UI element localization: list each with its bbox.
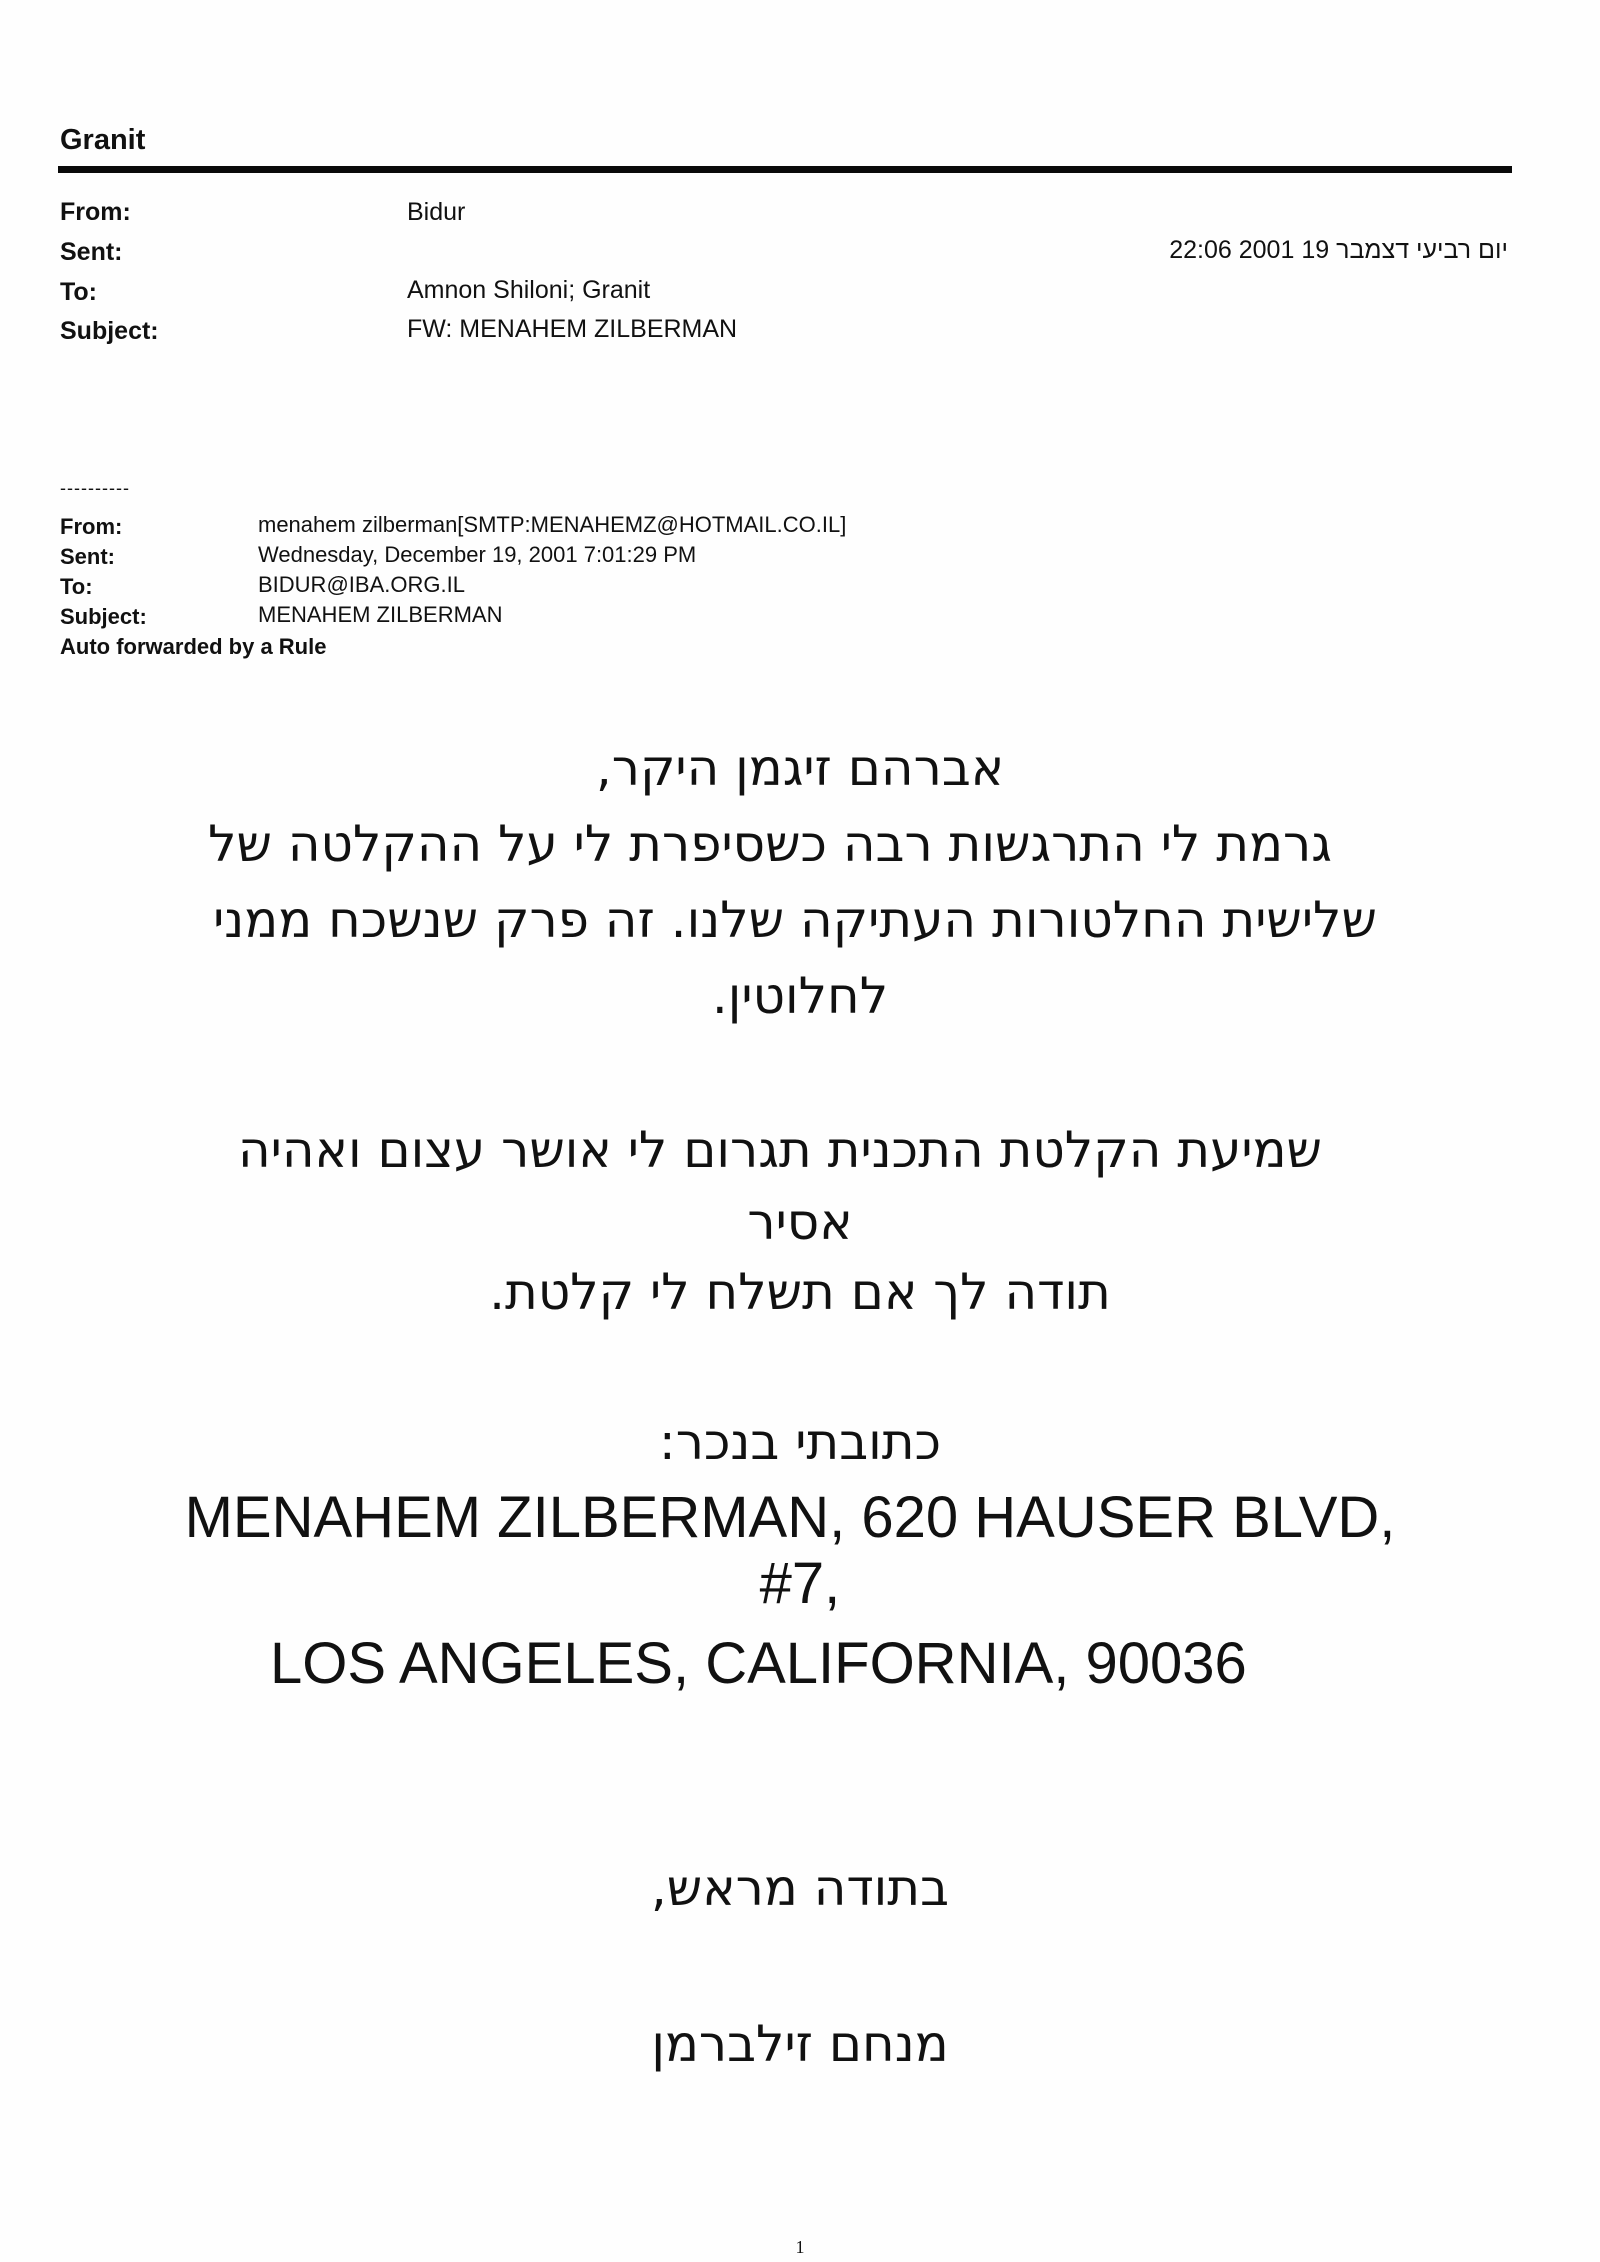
- fw-to-label: To:: [60, 574, 93, 599]
- letter-closing: בתודה מראש,: [650, 1859, 950, 1917]
- page-number: 1: [795, 2237, 805, 2257]
- sent-value: יום רביעי דצמבר 19 2001 22:06: [1169, 236, 1508, 264]
- fw-subject-label: Subject:: [60, 604, 147, 629]
- fw-subject-value: MENAHEM ZILBERMAN: [258, 602, 503, 627]
- mailbox-name: Granit: [60, 124, 146, 156]
- address-line3: LOS ANGELES, CALIFORNIA, 90036: [270, 1631, 1247, 1696]
- letter-signature: מנחם זילברמן: [651, 2015, 949, 2073]
- address-line1: MENAHEM ZILBERMAN, 620 HAUSER BLVD,: [184, 1485, 1396, 1550]
- fw-to-value: BIDUR@IBA.ORG.IL: [258, 572, 465, 597]
- letter-para2-line3: תודה לך אם תשלח לי קלטת.: [489, 1263, 1111, 1321]
- header-rule: [58, 166, 1512, 173]
- to-value: Amnon Shiloni; Granit: [407, 276, 651, 304]
- letter-para2-line2: אסיר: [747, 1193, 853, 1251]
- sent-label: Sent:: [60, 238, 123, 266]
- fw-sent-label: Sent:: [60, 544, 115, 569]
- letter-para1-line2: שלישית החלטורות העתיקה שלנו. זה פרק שנשכח ממני: [213, 891, 1377, 949]
- to-label: To:: [60, 278, 98, 306]
- letter-para1-line3: לחלוטין.: [711, 967, 889, 1025]
- address-heading: כתובתי בנכר:: [658, 1413, 942, 1471]
- forward-divider: ----------: [60, 478, 130, 498]
- subject-label: Subject:: [60, 317, 159, 345]
- fw-from-value: menahem zilberman[SMTP:MENAHEMZ@HOTMAIL.CO.IL]: [258, 512, 847, 537]
- auto-forward-note: Auto forwarded by a Rule: [60, 634, 327, 659]
- from-label: From:: [60, 198, 131, 226]
- letter-para1-line1: גרמת לי התרגשות רבה כשסיפרת לי על ההקלטה של: [208, 815, 1332, 873]
- address-line2: #7,: [759, 1551, 841, 1616]
- letter-greeting: אברהם זיגמן היקר,: [595, 739, 1005, 797]
- fw-sent-value: Wednesday, December 19, 2001 7:01:29 PM: [258, 542, 697, 567]
- subject-value: FW: MENAHEM ZILBERMAN: [407, 315, 738, 343]
- from-value: Bidur: [407, 198, 466, 226]
- fw-from-label: From:: [60, 514, 123, 539]
- letter-para2-line1: שמיעת הקלטת התכנית תגרום לי אושר עצום ואהיה: [238, 1121, 1322, 1179]
